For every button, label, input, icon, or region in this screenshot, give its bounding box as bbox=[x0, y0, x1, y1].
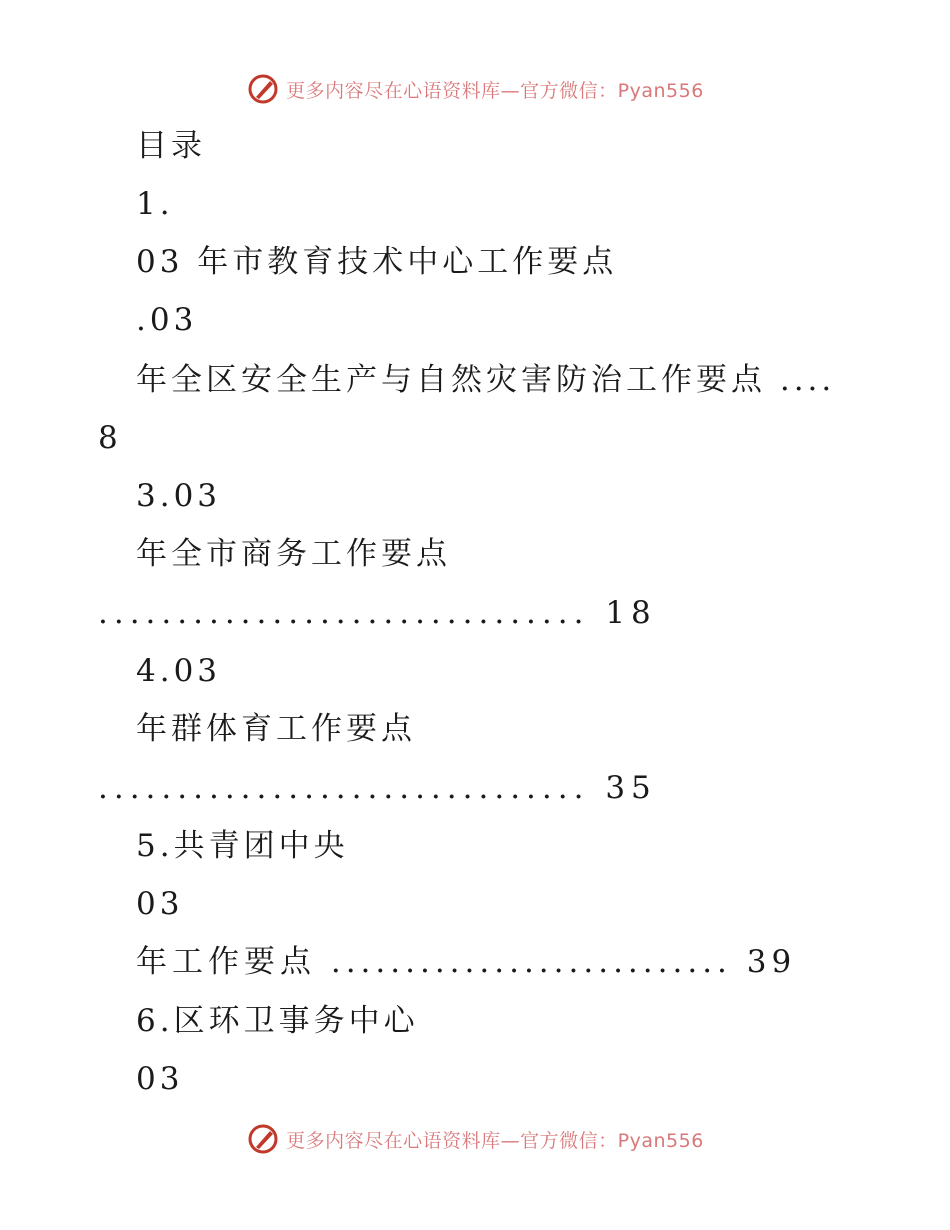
toc-line: 1. bbox=[136, 186, 174, 222]
toc-line: 03 bbox=[136, 1061, 184, 1097]
toc-line: 6.区环卫事务中心 bbox=[136, 1003, 419, 1039]
pen-logo-icon bbox=[246, 72, 280, 106]
toc-line: 8 bbox=[98, 420, 122, 456]
toc-line: 3.03 bbox=[136, 478, 222, 514]
toc-line: 年工作要点 ........................... 39 bbox=[136, 944, 797, 980]
toc-line: 年群体育工作要点 bbox=[136, 711, 416, 747]
toc-line: 4.03 bbox=[136, 653, 222, 689]
toc-heading: 目录 bbox=[136, 128, 206, 164]
toc-line: 年全市商务工作要点 bbox=[136, 536, 451, 572]
toc-line: 03 年市教育技术中心工作要点 bbox=[136, 244, 618, 280]
toc-line: 年全区安全生产与自然灾害防治工作要点 .... bbox=[136, 362, 836, 398]
watermark-footer bbox=[0, 1122, 950, 1156]
watermark-text: 更多内容尽在心语资料库—官方微信：Pyan556 bbox=[286, 1129, 704, 1152]
toc-line: ............................... 18 bbox=[98, 595, 657, 631]
toc-line: 03 bbox=[136, 886, 184, 922]
watermark-text: 更多内容尽在心语资料库—官方微信：Pyan556 bbox=[286, 79, 704, 102]
watermark-header bbox=[0, 72, 950, 106]
toc-line: .03 bbox=[136, 302, 198, 338]
toc-line: 5.共青团中央 bbox=[136, 828, 349, 864]
toc-line: ............................... 35 bbox=[98, 770, 657, 806]
pen-logo-icon bbox=[246, 1122, 280, 1156]
